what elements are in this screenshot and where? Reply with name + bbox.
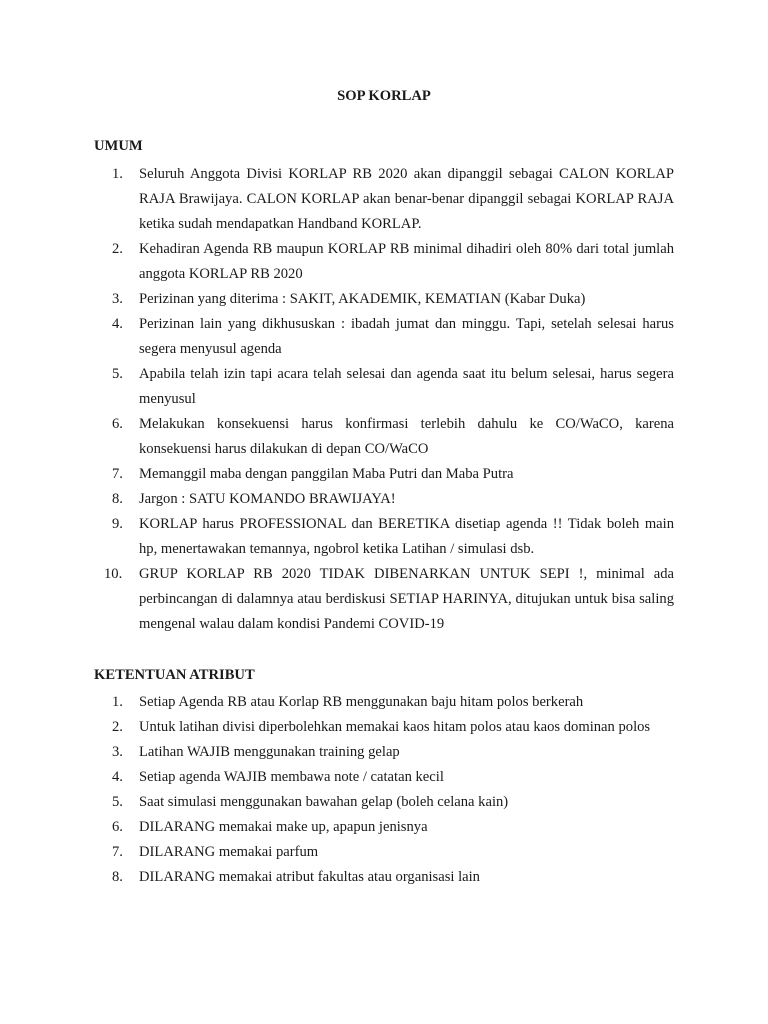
- item-number: 8.: [112, 491, 123, 507]
- item-text: KORLAP harus PROFESSIONAL dan BERETIKA disetiap agenda !! Tidak boleh main hp, menertawakan temannya, ngobrol ketika Latihan / simulasi dsb.: [139, 516, 674, 557]
- section-heading-umum: UMUM: [94, 138, 143, 154]
- item-number: 4.: [112, 316, 123, 332]
- list-item: [0, 462, 768, 487]
- item-number: 8.: [112, 869, 123, 885]
- document-title: SOP KORLAP: [337, 88, 431, 104]
- list-item: [0, 362, 768, 412]
- item-number: 2.: [112, 719, 123, 735]
- item-text: DILARANG memakai atribut fakultas atau organisasi lain: [139, 869, 480, 885]
- list-item: [0, 715, 768, 740]
- item-text: Memanggil maba dengan panggilan Maba Putri dan Maba Putra: [139, 466, 514, 482]
- list-item: [0, 487, 768, 512]
- list-item: [0, 412, 768, 462]
- item-text: Apabila telah izin tapi acara telah selesai dan agenda saat itu belum selesai, harus segera menyusul: [139, 366, 674, 407]
- item-number: 1.: [112, 694, 123, 710]
- item-number: 5.: [112, 366, 123, 382]
- umum-list: [0, 162, 768, 637]
- item-text: Seluruh Anggota Divisi KORLAP RB 2020 akan dipanggil sebagai CALON KORLAP RAJA Brawijaya. CALON KORLAP akan benar-benar dipanggil sebagai KORLAP RAJA ketika sudah mendapatkan Handband KORLAP.: [139, 166, 674, 232]
- item-number: 3.: [112, 744, 123, 760]
- list-item: [0, 287, 768, 312]
- item-number: 9.: [112, 516, 123, 532]
- item-text: GRUP KORLAP RB 2020 TIDAK DIBENARKAN UNTUK SEPI !, minimal ada perbincangan di dalamnya atau berdiskusi SETIAP HARINYA, ditujukan untuk bisa saling mengenal walau dalam kondisi Pandemi COVID-19: [139, 566, 674, 632]
- list-item: [0, 740, 768, 765]
- item-number: 7.: [112, 844, 123, 860]
- item-number: 6.: [112, 416, 123, 432]
- item-text: DILARANG memakai make up, apapun jenisnya: [139, 819, 428, 835]
- item-number: 6.: [112, 819, 123, 835]
- item-text: Latihan WAJIB menggunakan training gelap: [139, 744, 400, 760]
- item-number: 7.: [112, 466, 123, 482]
- list-item: [0, 312, 768, 362]
- item-text: Perizinan lain yang dikhususkan : ibadah jumat dan minggu. Tapi, setelah selesai harus segera menyusul agenda: [139, 316, 674, 357]
- list-item: [0, 865, 768, 890]
- item-text: Perizinan yang diterima : SAKIT, AKADEMIK, KEMATIAN (Kabar Duka): [139, 291, 586, 307]
- item-number: 4.: [112, 769, 123, 785]
- item-number: 2.: [112, 241, 123, 257]
- item-text: Setiap Agenda RB atau Korlap RB menggunakan baju hitam polos berkerah: [139, 694, 584, 710]
- item-text: Melakukan konsekuensi harus konfirmasi terlebih dahulu ke CO/WaCO, karena konsekuensi harus dilakukan di depan CO/WaCO: [139, 416, 674, 457]
- list-item: [0, 840, 768, 865]
- item-text: Kehadiran Agenda RB maupun KORLAP RB minimal dihadiri oleh 80% dari total jumlah anggota KORLAP RB 2020: [139, 241, 674, 282]
- list-item: [0, 690, 768, 715]
- item-number: 1.: [112, 166, 123, 182]
- item-text: DILARANG memakai parfum: [139, 844, 319, 860]
- item-number: 3.: [112, 291, 123, 307]
- list-item: [0, 815, 768, 840]
- item-text: Saat simulasi menggunakan bawahan gelap (boleh celana kain): [139, 794, 509, 810]
- atribut-list: [0, 690, 768, 890]
- item-text: Untuk latihan divisi diperbolehkan memakai kaos hitam polos atau kaos dominan polos: [139, 719, 651, 735]
- item-text: Jargon : SATU KOMANDO BRAWIJAYA!: [139, 491, 396, 507]
- item-number: 10.: [104, 566, 123, 582]
- list-item: [0, 562, 768, 637]
- list-item: [0, 162, 768, 237]
- list-item: [0, 790, 768, 815]
- list-item: [0, 765, 768, 790]
- list-item: [0, 237, 768, 287]
- item-text: Setiap agenda WAJIB membawa note / catatan kecil: [139, 769, 444, 785]
- section-heading-ketentuan-atribut: KETENTUAN ATRIBUT: [94, 667, 255, 683]
- list-item: [0, 512, 768, 562]
- item-number: 5.: [112, 794, 123, 810]
